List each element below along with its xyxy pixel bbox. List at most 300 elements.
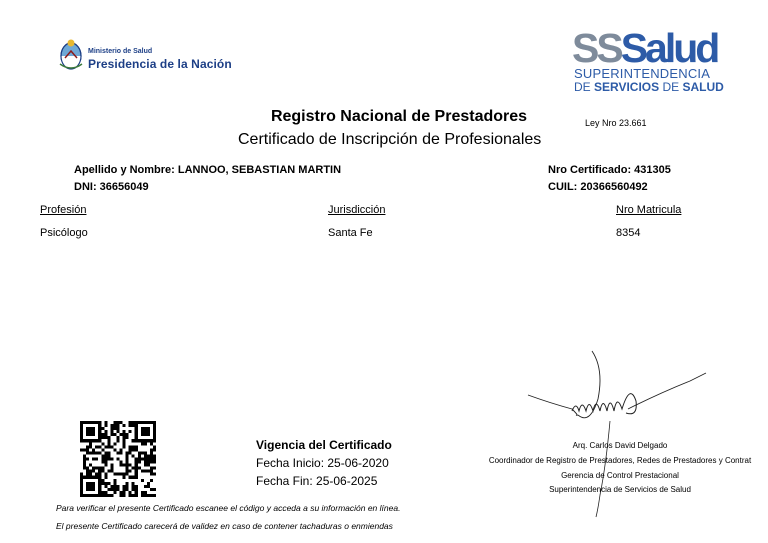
qr-module bbox=[89, 464, 92, 467]
qr-module bbox=[135, 457, 138, 460]
qr-module bbox=[129, 464, 132, 467]
qr-module bbox=[83, 464, 86, 467]
qr-module bbox=[104, 457, 107, 460]
qr-module bbox=[147, 461, 150, 464]
qr-module bbox=[80, 485, 83, 488]
qr-module bbox=[95, 439, 98, 442]
qr-module bbox=[113, 424, 116, 427]
qr-module bbox=[101, 461, 104, 464]
qr-module bbox=[129, 494, 132, 497]
qr-module bbox=[129, 470, 132, 473]
qr-module bbox=[132, 421, 135, 424]
qr-module bbox=[138, 454, 141, 457]
qr-module bbox=[141, 451, 144, 454]
qr-module bbox=[144, 470, 147, 473]
qr-module bbox=[135, 433, 138, 436]
qr-module bbox=[113, 485, 116, 488]
qr-module bbox=[89, 427, 92, 430]
qr-module bbox=[147, 457, 150, 460]
qr-module bbox=[120, 451, 123, 454]
qr-module bbox=[107, 451, 110, 454]
qr-module bbox=[95, 473, 98, 476]
qr-module bbox=[153, 439, 156, 442]
qr-module bbox=[95, 467, 98, 470]
qr-module bbox=[126, 488, 129, 491]
handwritten-signature bbox=[520, 345, 720, 523]
validity-start: Fecha Inicio: 25-06-2020 bbox=[256, 456, 389, 470]
qr-module bbox=[101, 427, 104, 430]
qr-module bbox=[83, 439, 86, 442]
qr-module bbox=[126, 473, 129, 476]
qr-module bbox=[144, 427, 147, 430]
signer-name: Arq. Carlos David Delgado bbox=[572, 441, 668, 450]
table-cell-profession: Psicólogo bbox=[40, 227, 88, 239]
qr-module bbox=[147, 439, 150, 442]
qr-module bbox=[98, 421, 101, 424]
qr-module bbox=[147, 470, 150, 473]
qr-module bbox=[116, 430, 119, 433]
qr-module bbox=[98, 451, 101, 454]
signer-department: Gerencia de Control Prestacional bbox=[561, 471, 679, 480]
qr-module bbox=[153, 488, 156, 491]
qr-module bbox=[141, 494, 144, 497]
qr-module bbox=[98, 436, 101, 439]
qr-module bbox=[144, 491, 147, 494]
qr-module bbox=[116, 488, 119, 491]
qr-module bbox=[98, 433, 101, 436]
qr-module bbox=[153, 473, 156, 476]
qr-module bbox=[101, 491, 104, 494]
qr-module bbox=[144, 439, 147, 442]
qr-module bbox=[101, 433, 104, 436]
qr-module bbox=[153, 461, 156, 464]
qr-module bbox=[104, 421, 107, 424]
qr-module bbox=[104, 454, 107, 457]
name-field: Apellido y Nombre: LANNOO, SEBASTIAN MARTIN bbox=[74, 164, 342, 176]
qr-module bbox=[113, 433, 116, 436]
qr-module bbox=[80, 439, 83, 442]
qr-module bbox=[113, 448, 116, 451]
qr-module bbox=[129, 430, 132, 433]
qr-module bbox=[86, 485, 89, 488]
qr-module bbox=[104, 430, 107, 433]
qr-module bbox=[123, 433, 126, 436]
qr-module bbox=[123, 442, 126, 445]
qr-module bbox=[123, 436, 126, 439]
qr-module bbox=[86, 448, 89, 451]
qr-module bbox=[113, 479, 116, 482]
qr-module bbox=[153, 494, 156, 497]
qr-module bbox=[120, 473, 123, 476]
qr-module bbox=[141, 491, 144, 494]
qr-module bbox=[107, 442, 110, 445]
qr-module bbox=[135, 439, 138, 442]
qr-module bbox=[153, 467, 156, 470]
qr-module bbox=[135, 485, 138, 488]
qr-module bbox=[83, 454, 86, 457]
qr-module bbox=[144, 464, 147, 467]
qr-module bbox=[98, 479, 101, 482]
qr-module bbox=[153, 424, 156, 427]
qr-module bbox=[123, 494, 126, 497]
qr-module bbox=[80, 482, 83, 485]
qr-module bbox=[98, 430, 101, 433]
qr-module bbox=[126, 454, 129, 457]
qr-module bbox=[92, 485, 95, 488]
qr-module bbox=[153, 427, 156, 430]
qr-module bbox=[116, 457, 119, 460]
ministry-name: Presidencia de la Nación bbox=[88, 57, 232, 71]
qr-module bbox=[144, 461, 147, 464]
qr-module bbox=[126, 467, 129, 470]
qr-module bbox=[126, 451, 129, 454]
qr-module bbox=[92, 470, 95, 473]
table-header-jurisdiction: Jurisdicción bbox=[328, 204, 386, 216]
qr-module bbox=[135, 464, 138, 467]
qr-module bbox=[86, 473, 89, 476]
qr-module bbox=[144, 454, 147, 457]
qr-module bbox=[153, 430, 156, 433]
qr-module bbox=[147, 433, 150, 436]
certificate-number-field: Nro Certificado: 431305 bbox=[548, 164, 671, 176]
qr-module bbox=[135, 448, 138, 451]
qr-module bbox=[150, 457, 153, 460]
qr-module bbox=[153, 433, 156, 436]
qr-module bbox=[104, 473, 107, 476]
qr-module bbox=[110, 485, 113, 488]
qr-module bbox=[110, 424, 113, 427]
footer-verify-note: Para verificar el presente Certificado escanee el código y acceda a su información en línea. bbox=[56, 503, 401, 513]
qr-module bbox=[141, 430, 144, 433]
qr-module bbox=[92, 457, 95, 460]
qr-module bbox=[116, 421, 119, 424]
qr-module bbox=[120, 494, 123, 497]
qr-module bbox=[135, 467, 138, 470]
qr-module bbox=[120, 448, 123, 451]
qr-module bbox=[107, 439, 110, 442]
qr-module bbox=[95, 457, 98, 460]
qr-module bbox=[110, 488, 113, 491]
qr-module bbox=[110, 433, 113, 436]
qr-module bbox=[132, 482, 135, 485]
qr-module bbox=[126, 461, 129, 464]
qr-module bbox=[123, 485, 126, 488]
qr-module bbox=[132, 448, 135, 451]
qr-module bbox=[101, 442, 104, 445]
qr-module bbox=[86, 457, 89, 460]
qr-module bbox=[80, 421, 83, 424]
qr-module bbox=[110, 494, 113, 497]
qr-module bbox=[153, 448, 156, 451]
qr-module bbox=[83, 421, 86, 424]
qr-module bbox=[144, 421, 147, 424]
qr-module bbox=[120, 421, 123, 424]
qr-module bbox=[153, 421, 156, 424]
qr-module bbox=[150, 448, 153, 451]
signer-organization: Superintendencia de Servicios de Salud bbox=[549, 485, 691, 494]
qr-module bbox=[141, 457, 144, 460]
qr-module bbox=[132, 439, 135, 442]
qr-module bbox=[110, 445, 113, 448]
qr-module bbox=[141, 421, 144, 424]
qr-module bbox=[80, 476, 83, 479]
qr-module bbox=[104, 476, 107, 479]
qr-module bbox=[138, 439, 141, 442]
qr-module bbox=[123, 488, 126, 491]
qr-module bbox=[141, 470, 144, 473]
qr-module bbox=[101, 482, 104, 485]
qr-module bbox=[104, 461, 107, 464]
qr-module bbox=[80, 473, 83, 476]
qr-module bbox=[141, 427, 144, 430]
table-cell-registration: 8354 bbox=[616, 227, 641, 239]
qr-module bbox=[80, 494, 83, 497]
qr-module bbox=[92, 451, 95, 454]
qr-module bbox=[147, 421, 150, 424]
qr-module bbox=[153, 454, 156, 457]
qr-module bbox=[98, 476, 101, 479]
table-header-registration: Nro Matricula bbox=[616, 204, 682, 216]
qr-module bbox=[116, 451, 119, 454]
qr-module bbox=[153, 457, 156, 460]
sssalud-logo bbox=[572, 25, 724, 96]
qr-module bbox=[89, 488, 92, 491]
qr-module bbox=[147, 454, 150, 457]
qr-module bbox=[150, 479, 153, 482]
qr-module bbox=[98, 439, 101, 442]
validity-end: Fecha Fin: 25-06-2025 bbox=[256, 474, 378, 488]
qr-module bbox=[98, 485, 101, 488]
qr-module bbox=[135, 427, 138, 430]
qr-module bbox=[135, 491, 138, 494]
qr-module bbox=[92, 427, 95, 430]
qr-module bbox=[147, 464, 150, 467]
qr-module bbox=[113, 421, 116, 424]
qr-module bbox=[129, 451, 132, 454]
qr-module bbox=[132, 445, 135, 448]
qr-module bbox=[86, 488, 89, 491]
qr-module bbox=[123, 491, 126, 494]
qr-module bbox=[129, 445, 132, 448]
qr-module bbox=[144, 485, 147, 488]
qr-module bbox=[113, 491, 116, 494]
qr-module bbox=[150, 470, 153, 473]
qr-module bbox=[132, 476, 135, 479]
document-subtitle: Certificado de Inscripción de Profesionales bbox=[238, 131, 542, 148]
qr-module bbox=[86, 482, 89, 485]
qr-module bbox=[101, 467, 104, 470]
qr-module bbox=[80, 430, 83, 433]
qr-module bbox=[107, 454, 110, 457]
qr-module bbox=[80, 479, 83, 482]
qr-module bbox=[138, 461, 141, 464]
qr-module bbox=[104, 464, 107, 467]
qr-module bbox=[147, 494, 150, 497]
argentina-seal-icon bbox=[58, 38, 84, 72]
qr-module bbox=[123, 464, 126, 467]
qr-module bbox=[80, 491, 83, 494]
qr-module bbox=[135, 488, 138, 491]
ministry-small-label: Ministerio de Salud bbox=[88, 48, 153, 55]
qr-module bbox=[135, 494, 138, 497]
qr-module bbox=[138, 467, 141, 470]
table-header-profession: Profesión bbox=[40, 204, 87, 216]
qr-module bbox=[89, 451, 92, 454]
qr-module bbox=[80, 488, 83, 491]
qr-module bbox=[129, 421, 132, 424]
qr-module bbox=[132, 494, 135, 497]
cuil-field: CUIL: 20366560492 bbox=[548, 181, 648, 193]
qr-module bbox=[101, 479, 104, 482]
qr-module bbox=[101, 457, 104, 460]
qr-module bbox=[123, 476, 126, 479]
qr-module bbox=[86, 445, 89, 448]
qr-module bbox=[98, 470, 101, 473]
qr-module bbox=[92, 448, 95, 451]
qr-module bbox=[147, 482, 150, 485]
qr-module bbox=[89, 494, 92, 497]
qr-module bbox=[144, 442, 147, 445]
qr-module bbox=[86, 421, 89, 424]
qr-module bbox=[104, 485, 107, 488]
qr-module bbox=[150, 494, 153, 497]
qr-module bbox=[129, 491, 132, 494]
qr-module bbox=[141, 439, 144, 442]
qr-module bbox=[107, 482, 110, 485]
qr-module bbox=[92, 482, 95, 485]
qr-module bbox=[110, 457, 113, 460]
qr-module bbox=[95, 445, 98, 448]
qr-module bbox=[107, 457, 110, 460]
qr-module bbox=[83, 476, 86, 479]
qr-module bbox=[89, 442, 92, 445]
qr-module bbox=[150, 451, 153, 454]
qr-module bbox=[98, 494, 101, 497]
qr-module bbox=[89, 485, 92, 488]
qr-module bbox=[98, 488, 101, 491]
qr-module bbox=[138, 421, 141, 424]
qr-module bbox=[98, 467, 101, 470]
qr-module bbox=[120, 491, 123, 494]
qr-module bbox=[116, 436, 119, 439]
qr-module bbox=[147, 485, 150, 488]
qr-module bbox=[80, 427, 83, 430]
qr-module bbox=[104, 433, 107, 436]
qr-module bbox=[101, 470, 104, 473]
qr-module bbox=[89, 470, 92, 473]
qr-module bbox=[150, 421, 153, 424]
qr-module bbox=[135, 473, 138, 476]
qr-module bbox=[113, 427, 116, 430]
qr-module bbox=[89, 421, 92, 424]
qr-module bbox=[113, 473, 116, 476]
qr-module bbox=[98, 445, 101, 448]
qr-module bbox=[104, 491, 107, 494]
qr-module bbox=[92, 430, 95, 433]
qr-module bbox=[110, 470, 113, 473]
qr-module bbox=[144, 433, 147, 436]
qr-module bbox=[86, 433, 89, 436]
law-reference: Ley Nro 23.661 bbox=[585, 118, 647, 128]
qr-module bbox=[135, 421, 138, 424]
qr-module bbox=[101, 494, 104, 497]
qr-module bbox=[150, 473, 153, 476]
qr-module bbox=[86, 427, 89, 430]
qr-module bbox=[80, 424, 83, 427]
qr-module bbox=[132, 485, 135, 488]
qr-module bbox=[107, 470, 110, 473]
qr-module bbox=[86, 439, 89, 442]
document-title: Registro Nacional de Prestadores bbox=[270, 108, 528, 125]
qr-module bbox=[83, 494, 86, 497]
qr-module bbox=[126, 470, 129, 473]
qr-module bbox=[135, 470, 138, 473]
qr-module bbox=[107, 445, 110, 448]
qr-module bbox=[95, 421, 98, 424]
qr-module bbox=[86, 470, 89, 473]
qr-module bbox=[101, 448, 104, 451]
qr-module bbox=[150, 454, 153, 457]
qr-module bbox=[150, 439, 153, 442]
qr-module bbox=[135, 424, 138, 427]
qr-module bbox=[92, 421, 95, 424]
qr-module bbox=[95, 494, 98, 497]
qr-module bbox=[104, 494, 107, 497]
qr-module bbox=[141, 479, 144, 482]
dni-field: DNI: 36656049 bbox=[74, 181, 149, 193]
qr-module bbox=[144, 494, 147, 497]
qr-module bbox=[120, 464, 123, 467]
qr-module bbox=[123, 439, 126, 442]
qr-module bbox=[110, 464, 113, 467]
qr-module bbox=[80, 433, 83, 436]
qr-module bbox=[113, 488, 116, 491]
qr-module bbox=[126, 436, 129, 439]
qr-module bbox=[83, 467, 86, 470]
qr-module bbox=[116, 473, 119, 476]
qr-module bbox=[95, 476, 98, 479]
qr-module bbox=[104, 436, 107, 439]
qr-module bbox=[126, 433, 129, 436]
qr-module bbox=[141, 442, 144, 445]
qr-module bbox=[116, 439, 119, 442]
qr-code[interactable] bbox=[80, 421, 156, 497]
qr-module bbox=[89, 439, 92, 442]
qr-module bbox=[86, 467, 89, 470]
qr-module bbox=[89, 482, 92, 485]
qr-module bbox=[113, 482, 116, 485]
validity-title: Vigencia del Certificado bbox=[256, 438, 392, 452]
qr-module bbox=[98, 427, 101, 430]
qr-module bbox=[98, 491, 101, 494]
qr-module bbox=[116, 427, 119, 430]
qr-module bbox=[101, 436, 104, 439]
qr-module bbox=[126, 482, 129, 485]
qr-module bbox=[98, 424, 101, 427]
qr-module bbox=[147, 430, 150, 433]
qr-module bbox=[129, 448, 132, 451]
qr-module bbox=[138, 457, 141, 460]
qr-module bbox=[86, 494, 89, 497]
qr-module bbox=[86, 476, 89, 479]
qr-module bbox=[107, 488, 110, 491]
qr-module bbox=[132, 424, 135, 427]
qr-module bbox=[110, 427, 113, 430]
qr-module bbox=[104, 424, 107, 427]
qr-module bbox=[132, 467, 135, 470]
qr-module bbox=[107, 436, 110, 439]
qr-module bbox=[123, 430, 126, 433]
